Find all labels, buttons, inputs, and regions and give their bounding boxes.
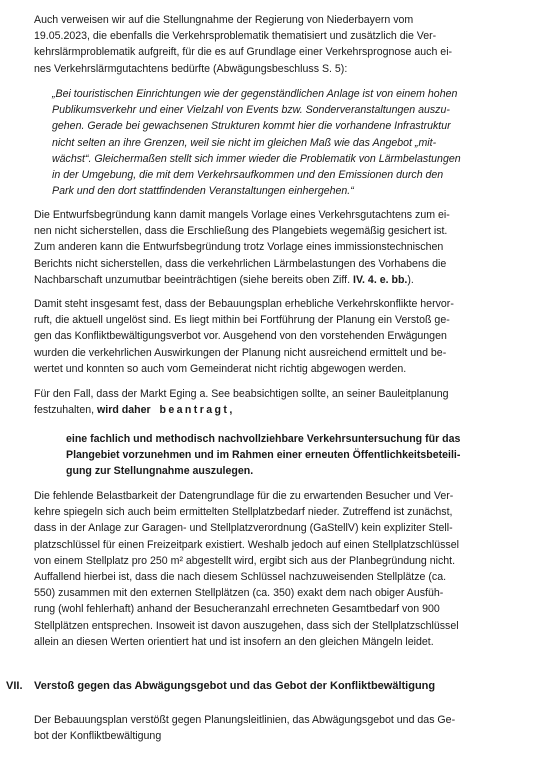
request-block — [66, 431, 522, 480]
spaced-emphasis: beantragt — [159, 404, 230, 417]
text-line: ruft, die aktuell ungelöst sind. Es liegt mithin bei Fortführung der Planung ein Verstoß ge- — [34, 314, 450, 327]
text-line: Auffallend hierbei ist, dass die nach diesem Schlüssel nachzuweisenden Stellplätze (ca. — [34, 571, 447, 584]
text-line: 19.05.2023, die ebenfalls die Verkehrsproblematik thematisiert und zusätzlich die Ver- — [34, 30, 437, 43]
text-line: Berichts nicht sicherstellen, dass die verkehrlichen Lärmbelastungen des Vorhabens die — [34, 257, 447, 270]
text-line: Auch verweisen wir auf die Stellungnahme der Regierung von Niederbayern vom — [34, 14, 414, 26]
text-line: Zum anderen kann die Entwurfsbegründung trotz Vorlage eines immissionstechnischen — [34, 241, 444, 254]
text-line: Publikumsverkehr und einer Vielzahl von Events bzw. Sonderveranstaltungen auszu- — [52, 104, 450, 117]
text-line: nen nicht sicherstellen, dass die Erschließung des Plangebiets wegemäßig gesichert ist. — [34, 225, 448, 238]
text-line: Der Bebauungsplan verstößt gegen Planungsleitlinien, das Abwägungsgebot und das Ge- — [34, 714, 456, 726]
text-line: Für den Fall, dass der Markt Eging a. See beabsichtigen sollte, an seiner Bauleitplanung — [34, 388, 449, 400]
text-line: Stellplätzen entsprechen. Insoweit ist davon auszugehen, dass sich der Stellplatzschlüssel — [34, 619, 459, 632]
text-line: allein an diesen Werten orientiert hat und ist insofern an den gleichen Mängeln leidet. — [34, 635, 434, 648]
text-line: 550) zusammen mit den externen Stellplätzen (ca. 350) exakt dem nach obiger Ausfüh- — [34, 587, 444, 600]
text-line: Park und den dort stattfindenden Veranstaltungen einhergehen.“ — [52, 185, 354, 198]
section-number: VII. — [6, 680, 23, 692]
paragraph-section-intro — [34, 712, 520, 744]
text-line: nicht selten an ihre Grenzen, weil sie nicht im gleichen Maß wie das Angebot „mit- — [52, 136, 437, 149]
text-line: dass in der Anlage zur Garagen- und Stellplatzverordnung (GaStellV) kein expliziter Stell- — [34, 522, 453, 535]
text-line: in der Umgebung, die mit dem Verkehrsaufkommen und den Emissionen durch den — [52, 169, 444, 182]
text-line: Damit steht insgesamt fest, dass der Bebauungsplan erhebliche Verkehrskonflikte hervor- — [34, 298, 454, 310]
text-line: Die fehlende Belastbarkeit der Datengrundlage für die zu erwartenden Besucher und Ver- — [34, 490, 454, 502]
text-line: nes Verkehrslärmgutachtens bedürfte (Abwägungsbeschluss S. 5): — [34, 62, 348, 75]
text-line: gehen. Gerade bei gewachsenen Strukturen kommt hier die vorhandene Infrastruktur — [52, 120, 451, 133]
text-line: rung (wohl fehlerhaft) anhand der Besucheranzahl errechneten Gesamtbedarf von 900 — [34, 603, 440, 616]
text-line: „Bei touristischen Einrichtungen wie der gegenständlichen Anlage ist von einem hohen — [52, 88, 458, 100]
text-line: bot der Konfliktbewältigung — [34, 730, 162, 743]
text-line: gung zur Stellungnahme auszulegen. — [66, 465, 254, 478]
section-title: Verstoß gegen das Abwägungsgebot und das Gebot der Konfliktbewältigung — [34, 680, 436, 692]
paragraph-stellplatzbedarf — [34, 488, 520, 650]
paragraph-regierung-reference — [34, 12, 520, 77]
text-line: gen das Konfliktbewältigungsverbot vor. Ausgehend von den vorstehenden Erwägungen — [34, 330, 447, 343]
text-line: eine fachlich und methodisch nachvollziehbare Verkehrsuntersuchung für das — [66, 433, 461, 445]
text-line: Nachbarschaft unzumutbar beeinträchtigen (siehe bereits oben Ziff. IV. 4. e. bb.). — [34, 273, 414, 286]
text-line: wächst“. Gleichermaßen stellt sich immer wieder die Problematik von Lärmbelastungen — [52, 152, 461, 165]
section-heading — [6, 678, 435, 694]
text-line: platzschlüssel für einen Freizeitpark existiert. Weshalb jedoch auf einen Stellplatzschlüssel — [34, 538, 459, 551]
text-line: Plangebiet vorzunehmen und im Rahmen einer erneuten Öffentlichkeitsbeteili- — [66, 449, 461, 462]
text-line: Die Entwurfsbegründung kann damit mangels Vorlage eines Verkehrsgutachtens zum ei- — [34, 209, 450, 221]
text-line: wertet und konnten so auch vom Gemeinderat nicht richtig abgewogen werden. — [34, 362, 407, 375]
paragraph-verkehrskonflikte — [34, 296, 520, 377]
paragraph-antrag-intro — [34, 386, 520, 418]
cross-reference: IV. 4. e. bb. — [353, 273, 408, 286]
text-line: wurden die verkehrlichen Auswirkungen der Planung nicht ausreichend ermittelt und be- — [34, 346, 447, 359]
block-quote — [52, 86, 514, 199]
paragraph-entwurfsbegruendung — [34, 207, 520, 288]
text-line: kehrslärmproblematik aufgreift, für die es auf Grundlage einer Verkehrsprognose auch ei- — [34, 46, 453, 59]
text-line: kehre spiegeln sich auch beim ermittelten Stellplatzbedarf nieder. Zutreffend ist zunächst, — [34, 506, 453, 519]
text-line: festzuhalten, wird daher beantragt, — [34, 404, 233, 417]
text-line: von einem Stellplatz pro 250 m² abgestellt wird, ergibt sich aus der Planbegründung nicht. — [34, 554, 456, 567]
